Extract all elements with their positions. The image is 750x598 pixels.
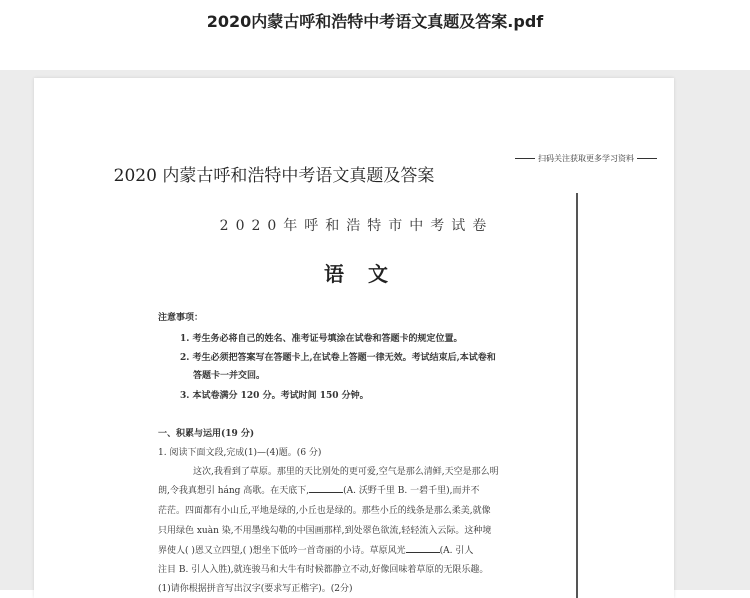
passage-line: 茫茫。四面都有小山丘,平地是绿的,小丘也是绿的。那些小丘的线条是那么柔美,就像: [158, 506, 491, 516]
document-heading: 2020 内蒙古呼和浩特中考语文真题及答案: [113, 166, 435, 186]
passage-line-with-blank: [158, 483, 479, 496]
subject-title: 语文: [324, 262, 412, 286]
notice-title: 注意事项：: [158, 313, 204, 323]
question-1: 1. 阅读下面文段,完成(1)—(4)题。(6 分): [158, 448, 322, 458]
scan-border-line: [576, 193, 578, 598]
file-name: 2020内蒙古呼和浩特中考语文真题及答案.pdf: [206, 12, 544, 31]
answer-blank: [309, 483, 343, 493]
exam-title: 2020年呼和浩特市中考试卷: [219, 218, 494, 234]
passage-segment: (A. 引人: [439, 546, 474, 556]
qr-note: [512, 153, 660, 164]
answer-blank: [406, 543, 440, 553]
pdf-page[interactable]: [34, 78, 674, 598]
notice-item: 答题卡一并交回。: [193, 371, 266, 381]
passage-line-with-blank: [158, 543, 473, 556]
notice-item: 1. 考生务必将自己的姓名、准考证号填涂在试卷和答题卡的规定位置。: [180, 334, 463, 344]
sub-question: (1)请你根据拼音写出汉字(要求写正楷字)。(2分): [158, 584, 353, 594]
viewer-titlebar: [0, 0, 750, 70]
passage-line: 注目 B. 引人入胜),就连骏马和大牛有时候都静立不动,好像回味着草原的无限乐趣。: [158, 565, 489, 575]
notice-item: 2. 考生必须把答案写在答题卡上,在试卷上答题一律无效。考试结束后,本试卷和: [180, 353, 496, 363]
notice-item: 3. 本试卷满分 120 分。考试时间 150 分钟。: [180, 391, 369, 401]
section-heading: 一、积累与运用(19 分): [158, 429, 255, 439]
qr-note-text: 扫码关注获取更多学习资料: [538, 154, 634, 163]
qr-note-right-rule: [637, 158, 657, 159]
passage-segment: 界使人( )恩又立四望,( )想坐下低吟一首奇丽的小诗。草原风光: [158, 546, 406, 556]
passage-segment: (A. 沃野千里 B. 一碧千里),而并不: [343, 486, 480, 496]
passage-line: 这次,我看到了草原。那里的天比别处的更可爱,空气是那么清鲜,天空是那么明: [193, 467, 499, 477]
passage-segment: 朗,令我真想引 háng 高歌。在天底下,: [158, 486, 310, 496]
qr-note-left-rule: [515, 158, 535, 159]
passage-line: 只用绿色 xuàn 染,不用墨线勾勒的中国画那样,到处翠色欲流,轻轻流入云际。这种境: [158, 526, 492, 536]
